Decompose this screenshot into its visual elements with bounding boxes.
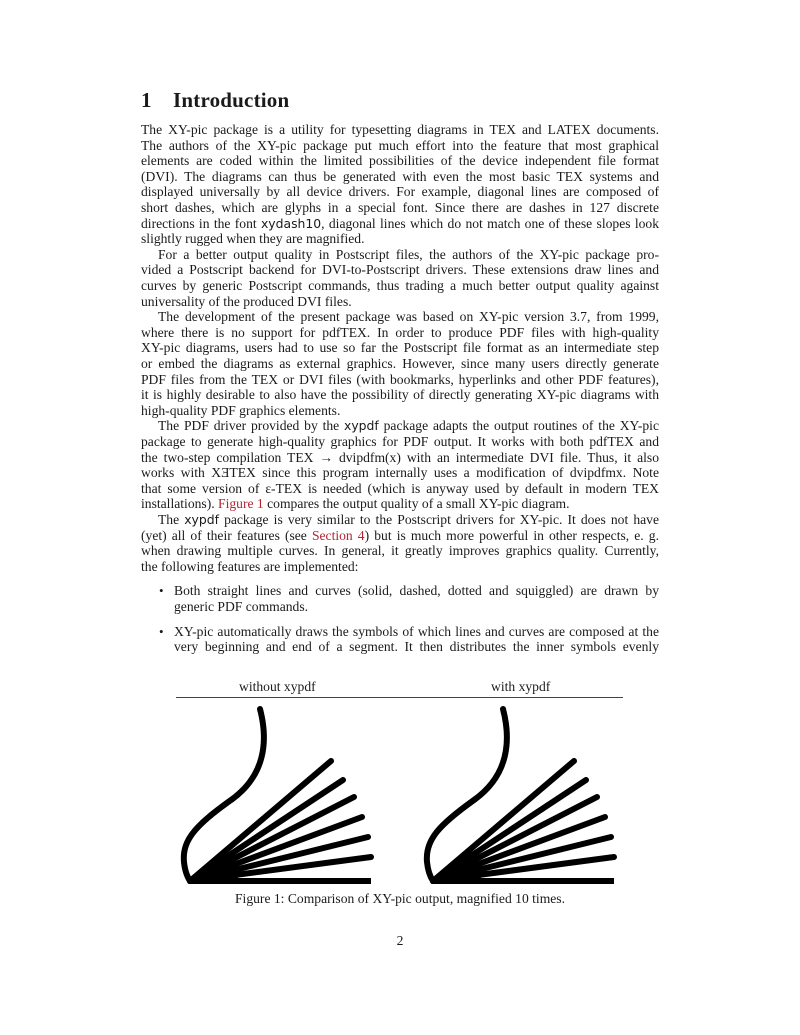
paragraph-line [141, 200, 659, 216]
section-title: Introduction [173, 88, 290, 112]
text-run: displayed universally by all device drivers. For example, diagonal lines are composed of [141, 184, 659, 200]
figure-1-diagram [176, 700, 626, 888]
paragraph-line [141, 450, 659, 466]
paragraph-line [141, 184, 659, 200]
text-run: Both straight lines and curves (solid, dashed, dotted and squiggled) are drawn by [174, 583, 659, 599]
text-run: package is very similar to the Postscript drivers for XY-pic. It does not have [218, 512, 659, 527]
text-run: or embed the diagrams as external graphics. However, since many users directly generate [141, 356, 659, 371]
cross-reference-link[interactable]: Section 4 [311, 527, 365, 543]
text-run: The XY-pic package is a utility for typesetting diagrams in TEX and LATEX documents. [141, 122, 659, 137]
text-run: , diagonal lines which do not match one of these slopes look [321, 215, 659, 231]
text-run: package to generate high-quality graphics for PDF output. It works with both pdfTEX and [141, 434, 659, 449]
page-number: 2 [396, 933, 404, 948]
code-name: xypdf [344, 418, 379, 434]
text-run: ) but is much more powerful in other respects, e. g. [364, 527, 659, 543]
paragraph-line [141, 169, 659, 185]
text-run: directions in the font [141, 215, 261, 231]
text-run: PDF files from the TEX or DVI files (with bookmarks, hyperlinks and other PDF features), [141, 371, 659, 387]
text-run: The authors of the XY-pic package put much effort into the feature that most graphical [141, 137, 659, 153]
text-run: installations). [141, 496, 219, 512]
paragraph-line [141, 559, 659, 575]
text-run: The development of the present package was based on XY-pic version 3.7, from 1999, [158, 309, 659, 325]
paragraph-line [141, 122, 659, 138]
figure-label-with: with xypdf [491, 679, 551, 694]
figure-caption: Figure 1: Comparison of XY-pic output, magnified 10 times. [235, 891, 565, 906]
paragraph-line [141, 340, 659, 356]
paragraph-line [141, 372, 659, 388]
code-name: xydash10 [260, 215, 322, 231]
paragraph-line [141, 543, 659, 559]
text-run: slightly rugged when they are magnified. [141, 231, 365, 247]
paragraph-line [141, 294, 659, 310]
text-run: vided a Postscript backend for DVI-to-Postscript drivers. These extensions draw lines and [141, 262, 659, 278]
text-run: high-quality PDF graphics elements. [141, 402, 341, 418]
paragraph-line [141, 138, 659, 154]
section-heading [141, 88, 289, 113]
text-run: compares the output quality of a small XY-pic diagram. [263, 496, 570, 512]
bullet-icon: • [159, 623, 164, 639]
text-run: the two-step compilation TEX → dvipdfm(x) with an intermediate DVI file. Thus, it also [141, 449, 659, 465]
text-run: package adapts the output routines of the XY-pic [378, 418, 659, 434]
text-run: elements are coded within the limited possibilities of the device independent file format [141, 153, 659, 169]
paragraph-line [158, 309, 659, 325]
paragraph-line [158, 418, 659, 434]
paragraph-line [141, 434, 659, 450]
text-run: XY-pic diagrams, users had to use so far the Postscript file format as an intermediate step [141, 340, 659, 356]
paragraph-line [141, 481, 659, 497]
paragraph-line [141, 153, 659, 169]
text-run: when drawing multiple curves. In general, it greatly improves graphics quality. Currently, [141, 543, 659, 559]
paragraph-line [141, 278, 659, 294]
text-run: generic PDF commands. [174, 599, 309, 614]
text-run: For a better output quality in Postscript files, the authors of the XY-pic package pro- [158, 246, 659, 262]
paragraph-line [141, 262, 659, 278]
paragraph-line [141, 528, 659, 544]
text-run: The PDF driver provided by the [158, 418, 345, 434]
text-run: that some version of ε-TEX is needed (which is anyway used by default in modern TEX [141, 480, 659, 496]
bullet-item-line [174, 639, 659, 655]
text-run: (yet) all of their features (see [141, 527, 312, 543]
text-run: The [158, 512, 185, 527]
text-run: (DVI). The diagrams can thus be generated with even the most basic TEX systems and [141, 168, 659, 184]
paragraph-line [141, 387, 659, 403]
text-run: XY-pic automatically draws the symbols of which lines and curves are composed at the [174, 623, 659, 639]
text-run: curves by generic Postscript commands, thus trading a much better output quality against [141, 278, 659, 293]
text-run: it is highly desirable to also have the possibility of directly generating XY-pic diagrams with [141, 387, 659, 403]
figure-rule [176, 697, 623, 698]
paragraph-line [141, 231, 659, 247]
paragraph-line [158, 512, 659, 528]
paragraph-line [141, 496, 659, 512]
paragraph-line [141, 325, 659, 341]
bullet-item-line [174, 599, 659, 615]
text-run: the following features are implemented: [141, 558, 359, 574]
text-run: very beginning and end of a segment. It then distributes the inner symbols evenly [174, 639, 659, 655]
text-run: where there is no support for pdfTEX. In order to produce PDF files with high-quality [141, 324, 659, 340]
panel-without-xypdf [184, 709, 371, 884]
cross-reference-link[interactable]: Figure 1 [218, 496, 264, 512]
paragraph-line [158, 247, 659, 263]
text-run: works with XƎTEX since this program internally uses a modification of dvipdfmx. Note [141, 465, 659, 481]
paragraph-line [141, 465, 659, 481]
text-run: short dashes, which are glyphs in a special font. Since there are dashes in 127 discrete [141, 200, 659, 215]
section-number: 1 [141, 88, 152, 112]
paragraph-line [141, 403, 659, 419]
bullet-item-line [174, 624, 659, 640]
paragraph-line [141, 216, 659, 232]
text-run: universality of the produced DVI files. [141, 293, 352, 309]
panel-with-xypdf [427, 709, 614, 884]
bullet-icon: • [159, 583, 164, 599]
code-name: xypdf [184, 512, 219, 527]
paragraph-line [141, 356, 659, 372]
figure-label-without: without xypdf [239, 679, 316, 694]
bullet-item-line [174, 583, 659, 599]
